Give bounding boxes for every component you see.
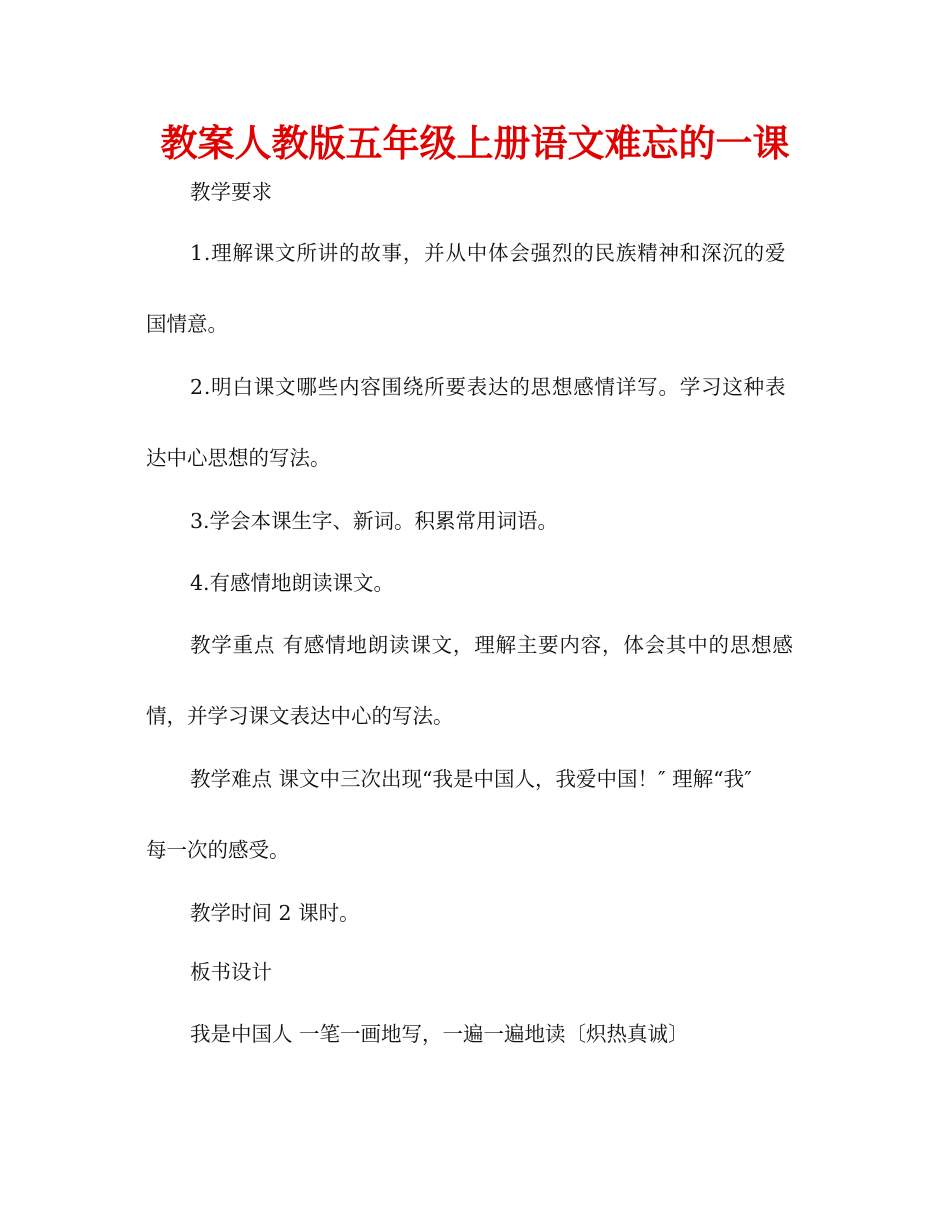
paragraph-line: 我是中国人 一笔一画地写，一遍一遍地读〔炽热真诚〕 — [190, 1022, 689, 1046]
paragraph-line: 3.学会本课生字、新词。积累常用词语。 — [190, 509, 559, 533]
paragraph-line: 2.明白课文哪些内容围绕所要表达的思想感情详写。学习这种表 — [190, 375, 787, 399]
paragraph-line: 达中心思想的写法。 — [146, 446, 331, 470]
paragraph-line: 教学重点 有感情地朗读课文，理解主要内容，体会其中的思想感 — [190, 633, 794, 657]
section-heading-board-design: 板书设计 — [190, 960, 272, 984]
section-heading-requirements: 教学要求 — [190, 180, 272, 204]
paragraph-line: 情，并学习课文表达中心的写法。 — [146, 704, 454, 728]
paragraph-line: 1.理解课文所讲的故事，并从中体会强烈的民族精神和深沉的爱 — [190, 241, 787, 265]
document-title: 教案人教版五年级上册语文难忘的一课 — [160, 122, 790, 165]
paragraph-line: 每一次的感受。 — [146, 838, 290, 862]
paragraph-line: 国情意。 — [146, 312, 228, 336]
paragraph-line: 教学时间 2 课时。 — [190, 901, 360, 925]
paragraph-line: 教学难点 课文中三次出现“我是中国人，我爱中国！″ 理解“我″ — [190, 767, 752, 791]
paragraph-line: 4.有感情地朗读课文。 — [190, 571, 395, 595]
